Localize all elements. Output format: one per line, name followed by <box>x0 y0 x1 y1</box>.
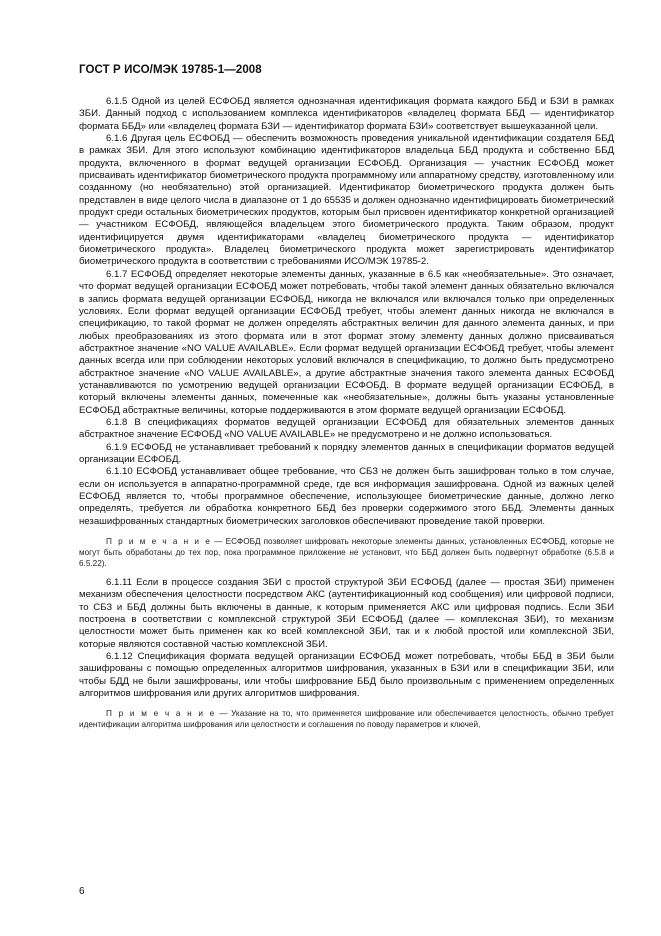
paragraph-6-1-7: 6.1.7 ЕСФОБД определяет некоторые элементы данных, указанные в 6.5 как «необязательные». Это означает, что формат ведущей организации ЕСФОБД может потребовать, чтобы такой элемент данных обязательно включался в запись формата ведущей организации ЕСФОБД, никогда не включался или включался только при определенных условиях. Если формат ведущей организации ЕСФОБД требует, чтобы элемент данных никогда не включался в спецификацию, то такой формат не должен определять абстрактных величин для данного элемента данных, и при любых преобразованиях из этого формата или в этот формат этому элементу данных должно присваиваться абстрактное значение «NO VALUE AVAILABLE». Если формат ведущей организации ЕСФОБД требует, чтобы элемент данных всегда или при соблюдении некоторых условий включался в спецификацию, то должно быть предусмотрено абстрактное значение «NO VALUE AVAILABLE», а другие абстрактные значения такого элемента данных ЕСФОБД устанавливаются по усмотрению ведущей организации ЕСФОБД. В формате ведущей организации ЕСФОБД, в который включены элементы данных, помеченные как «необязательные», должны быть указаны установленные ЕСФОБД абстрактные величины, которые поддерживаются в этом формате ведущей организации ЕСФОБД. <box>79 268 614 416</box>
note-2 <box>79 708 614 730</box>
note-2-label: П р и м е ч а н и е <box>106 709 216 719</box>
paragraph-6-1-12: 6.1.12 Спецификация формата ведущей организации ЕСФОБД может потребовать, чтобы ББД в ЗБИ были зашифрованы с помощью определенных алгоритмов шифрования, указанных в БЗИ или в спецификации ЗБИ, или чтобы БДД не были зашифрованы, или чтобы шифрование ББД было произвольным с применением определенных алгоритмов шифрования или других алгоритмов шифрования. <box>79 651 614 700</box>
note-2-text: — Указание на то, что применяется шифрование или обеспечивается целостность, обычно требует идентификации алгоритма шифрования или целостности и соглашения по поводу параметров и ключей, <box>79 709 614 730</box>
document-body <box>79 96 614 738</box>
note-1-text: — ЕСФОБД позволяет шифровать некоторые элементы данных, установленных ЕСФОБД, которые не могут быть обработаны до тех пор, пока программное приложение не установит, что ББД должен быть подвергнут обработке (6.5.8 и 6.5.22). <box>79 537 615 569</box>
paragraph-6-1-10: 6.1.10 ЕСФОБД устанавливает общее требование, что СБЗ не должен быть зашифрован только в том случае, если он используется в аппаратно-программной среде, где вся информация зашифрована. Одной из важных целей ЕСФОБД является то, чтобы программное обеспечение, использующее биометрические данные, должно легко определять, требуется ли обработка конкретного ББД без проверки содержимого этого ББД. Элементы данных незашифрованных стандартных биометрических заголовков обеспечивают проведение такой проверки. <box>79 466 614 527</box>
document-header: ГОСТ Р ИСО/МЭК 19785-1—2008 <box>79 64 262 76</box>
paragraph-6-1-11: 6.1.11 Если в процессе создания ЗБИ с простой структурой ЗБИ ЕСФОБД (далее — простая ЗБИ) применен механизм обеспечения целостности посредством АКС (аутентификационный код сообщения) или цифровой подписи, то СБЗ и ББД должны быть включены в данные, к которым применяется АКС или цифровая подпись. Если ЗБИ построена в соответствии с комплексной структурой ЗБИ ЕСФОБД (далее — комплексная ЗБИ), то механизм целостности может быть применен как ко всей комплексной ЗБИ, так и к любой простой или комплексной ЗБИ, которые являются составной частью комплексной ЗБИ. <box>79 577 614 650</box>
paragraph-6-1-8: 6.1.8 В спецификациях форматов ведущей организации ЕСФОБД для обязательных элементов данных абстрактное значение ЕСФОБД «NO VALUE AVAILABLE» не предусмотрено и не должно использоваться. <box>79 416 614 441</box>
paragraph-6-1-9: 6.1.9 ЕСФОБД не устанавливает требований к порядку элементов данных в спецификации форматов ведущей организации ЕСФОБД. <box>79 441 614 465</box>
note-1 <box>79 536 614 569</box>
note-1-label: П р и м е ч а н и е <box>106 537 212 547</box>
paragraph-6-1-5: 6.1.5 Одной из целей ЕСФОБД является однозначная идентификация формата каждого ББД и БЗИ в рамках ЗБИ. Данный подход с использованием комплекса идентификаторов «владелец формата ББД — идентификатор формата ББД» или «владелец формата БЗИ — идентификатор формата БЗИ» соответствует вышеуказанной цели. <box>79 96 614 132</box>
paragraph-6-1-6: 6.1.6 Другая цель ЕСФОБД — обеспечить возможность проведения уникальной идентификации создателя ББД в рамках ЗБИ. Для этого используют комбинацию идентификаторов владельца ББД продукта и собственно ББД продукта, включенного в формат ведущей организации ЕСФОБД. Организация — участник ЕСФОБД может присваивать идентификатор биометрического продукта программному или аппаратному средству, изготовленному или созданному (но необязательно) этой организацией. Идентификатор биометрического продукта должен быть представлен в виде целого числа в диапазоне от 1 до 65535 и должен однозначно идентифицировать биометрический продукт среди остальных биометрических продуктов, которым был присвоен идентификатор конкретной организацией — участником ЕСФОБД, являющейся владельцем этого биометрического продукта. Таким образом, продукт идентифицируется двумя идентификаторами «владелец биометрического продукта — идентификатор биометрического продукта». Владелец биометрического продукта может зарегистрировать идентификатор биометрического продукта в соответствии с требованиями ИСО/МЭК 19785-2. <box>79 133 614 268</box>
page-number: 6 <box>79 886 85 897</box>
